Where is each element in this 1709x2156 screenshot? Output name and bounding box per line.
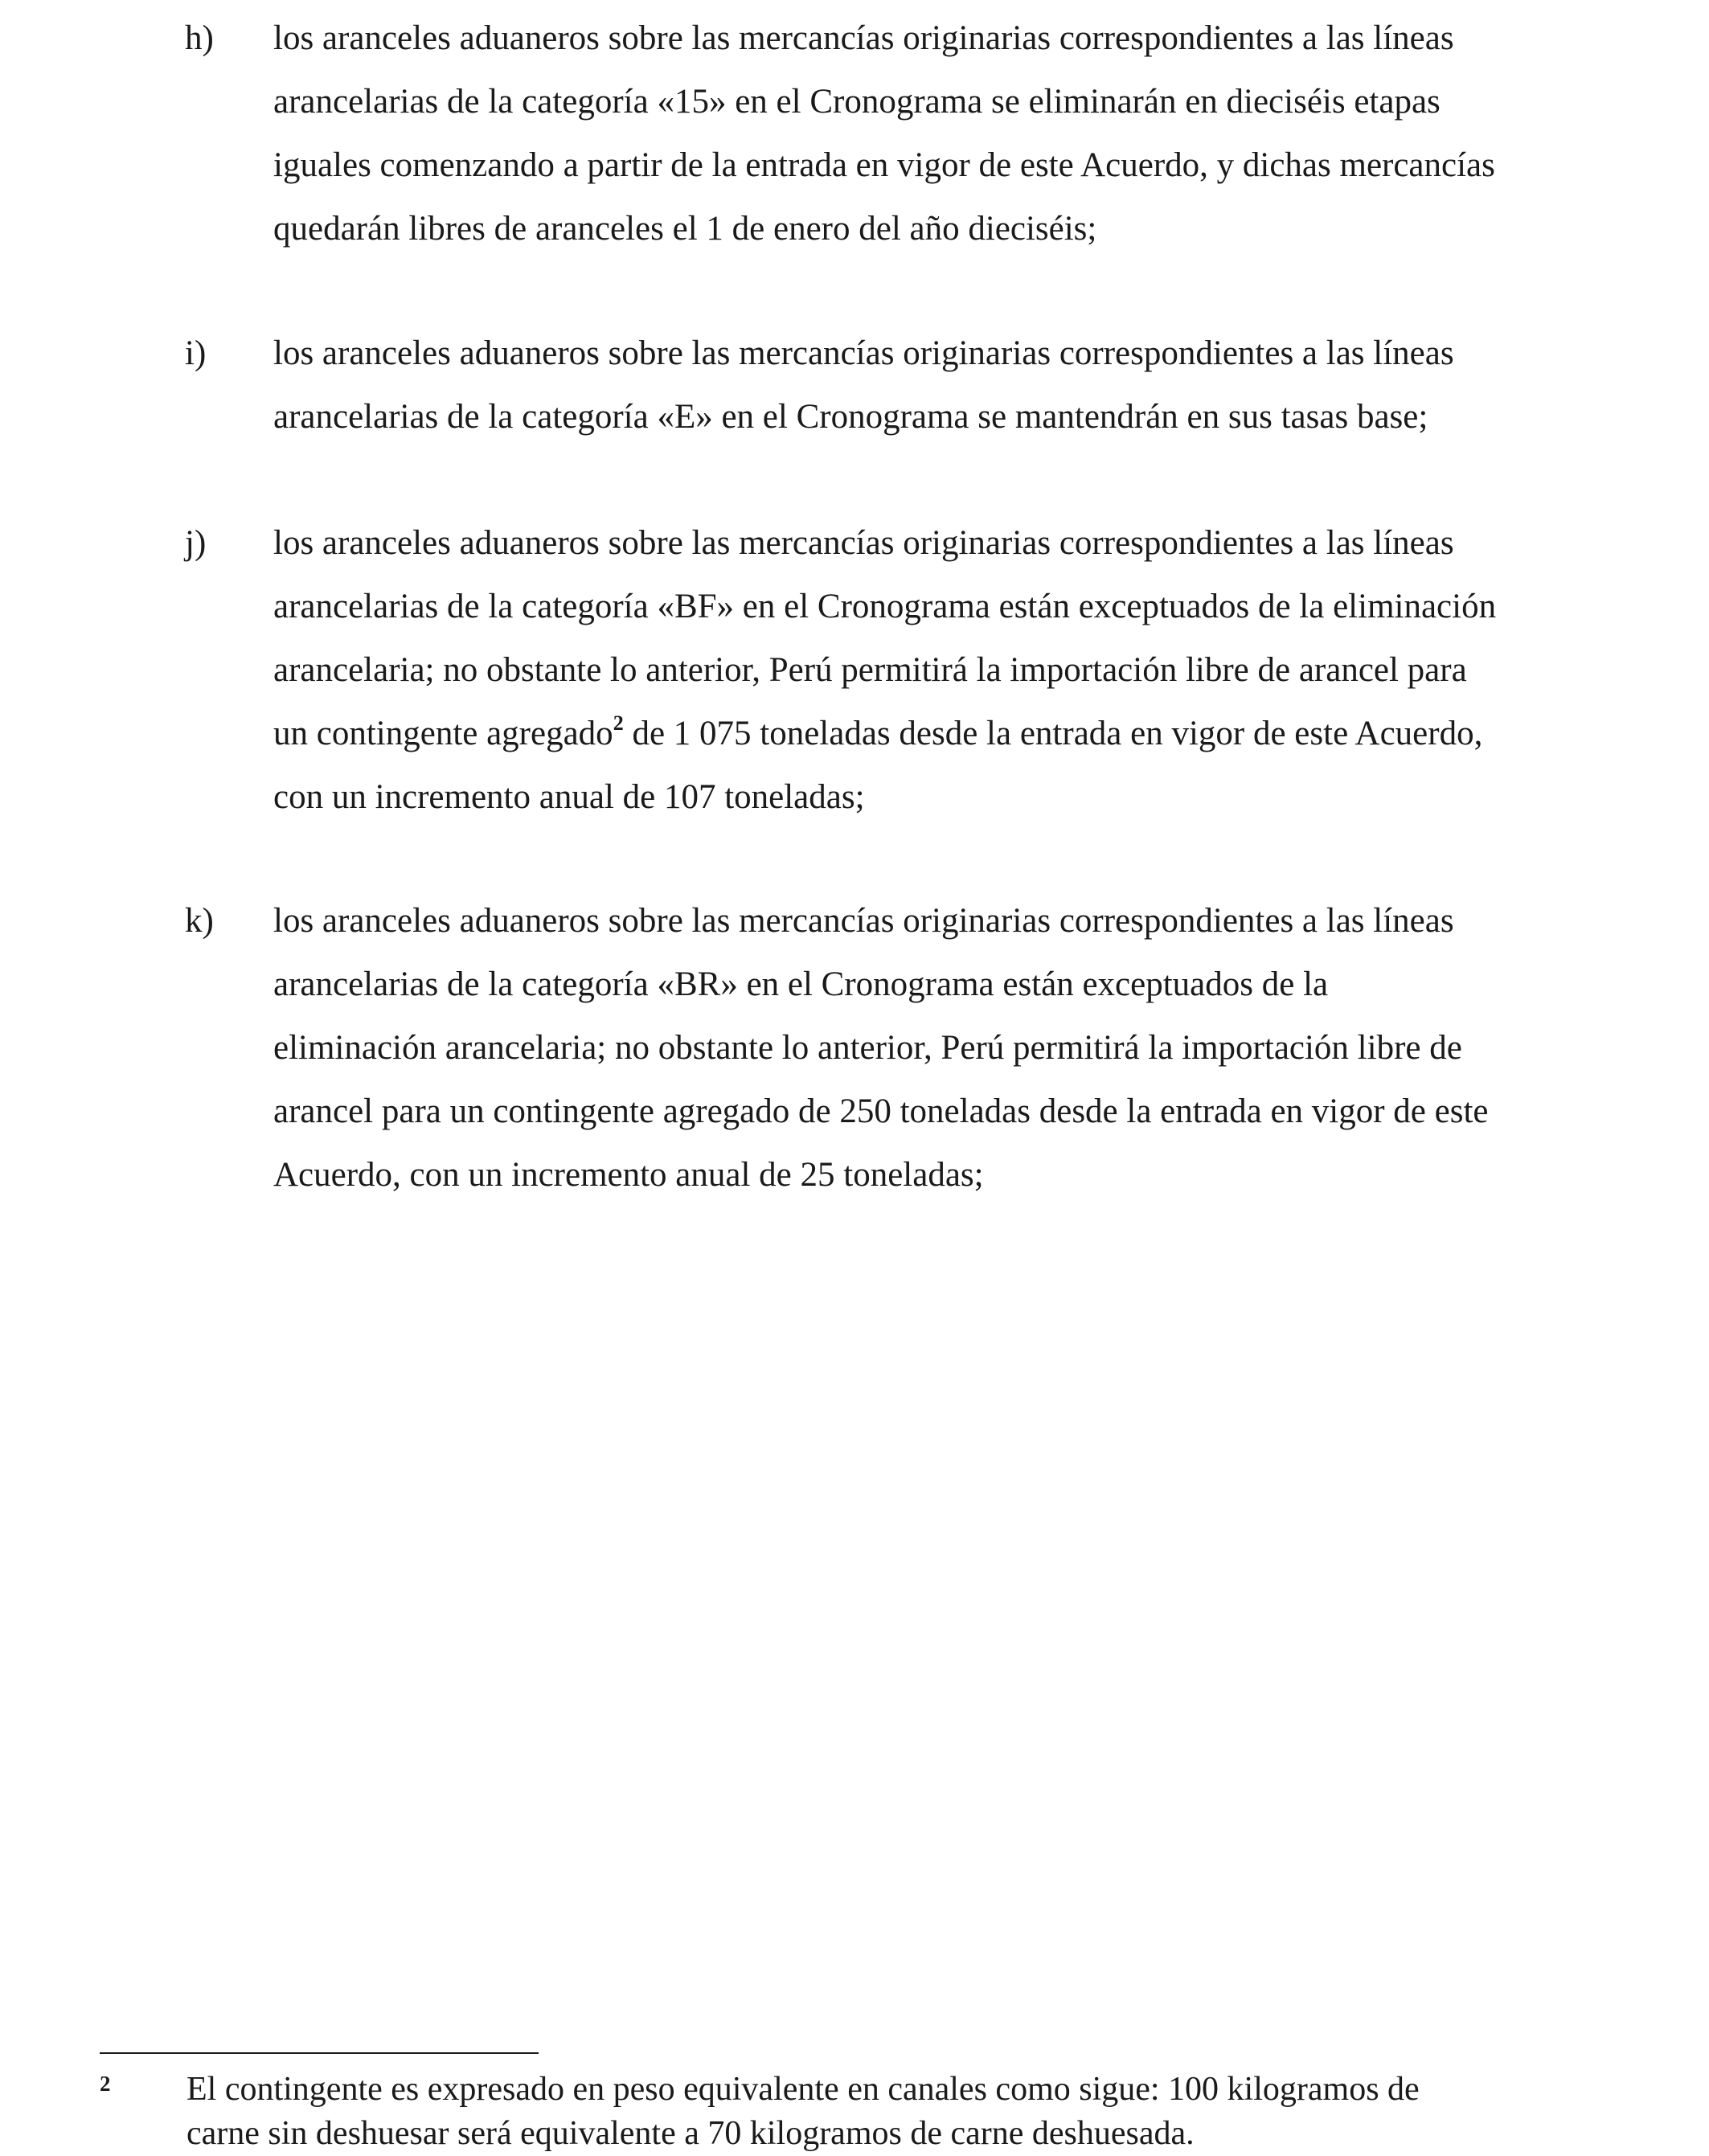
- text-segment: un contingente agregado: [273, 715, 613, 752]
- text-line: los aranceles aduaneros sobre las mercancías originarias correspondientes a las líneas: [273, 19, 1454, 57]
- text-line: arancelarias de la categoría «BR» en el Cronograma están exceptuados de la: [273, 965, 1329, 1003]
- text-line: arancelaria; no obstante lo anterior, Perú permitirá la importación libre de arancel para: [273, 651, 1467, 689]
- text-line: Acuerdo, con un incremento anual de 25 toneladas;: [273, 1156, 984, 1194]
- text-line: arancelarias de la categoría «E» en el Cronograma se mantendrán en sus tasas base;: [273, 398, 1428, 436]
- text-line: iguales comenzando a partir de la entrada en vigor de este Acuerdo, y dichas mercancías: [273, 146, 1495, 184]
- text-line: eliminación arancelaria; no obstante lo anterior, Perú permitirá la importación libre de: [273, 1029, 1462, 1067]
- list-marker: j): [185, 524, 207, 562]
- text-line: los aranceles aduaneros sobre las mercancías originarias correspondientes a las líneas: [273, 524, 1454, 562]
- text-line: arancelarias de la categoría «15» en el Cronograma se eliminarán en dieciséis etapas: [273, 83, 1441, 121]
- text-line: los aranceles aduaneros sobre las mercancías originarias correspondientes a las líneas: [273, 334, 1454, 372]
- footnote-reference[interactable]: 2: [613, 711, 624, 735]
- list-item-text: [273, 6, 1616, 260]
- list-item-text: [273, 889, 1616, 1207]
- text-line-with-footnote: [273, 702, 1616, 765]
- text-line: arancel para un contingente agregado de 250 toneladas desde la entrada en vigor de este: [273, 1092, 1489, 1130]
- text-line: El contingente es expresado en peso equivalente en canales como sigue: 100 kilogramos de: [186, 2071, 1420, 2108]
- text-line: los aranceles aduaneros sobre las mercancías originarias correspondientes a las líneas: [273, 902, 1454, 940]
- footnote-marker: 2: [100, 2072, 111, 2096]
- text-line: arancelarias de la categoría «BF» en el Cronograma están exceptuados de la eliminación: [273, 588, 1497, 625]
- text-segment: de 1 075 toneladas desde la entrada en vigor de este Acuerdo,: [623, 715, 1483, 752]
- footnote-text: [186, 2068, 1609, 2156]
- text-line: con un incremento anual de 107 toneladas;: [273, 778, 865, 816]
- list-marker: i): [185, 334, 207, 372]
- list-marker: k): [185, 902, 214, 940]
- text-line: carne sin deshuesar será equivalente a 70 kilogramos de carne deshuesada.: [186, 2115, 1195, 2152]
- footnote-separator: [100, 2052, 539, 2054]
- list-item-text: [273, 511, 1616, 829]
- list-item-text: [273, 322, 1616, 449]
- list-marker: h): [185, 19, 214, 57]
- text-line: quedarán libres de aranceles el 1 de enero del año dieciséis;: [273, 210, 1097, 248]
